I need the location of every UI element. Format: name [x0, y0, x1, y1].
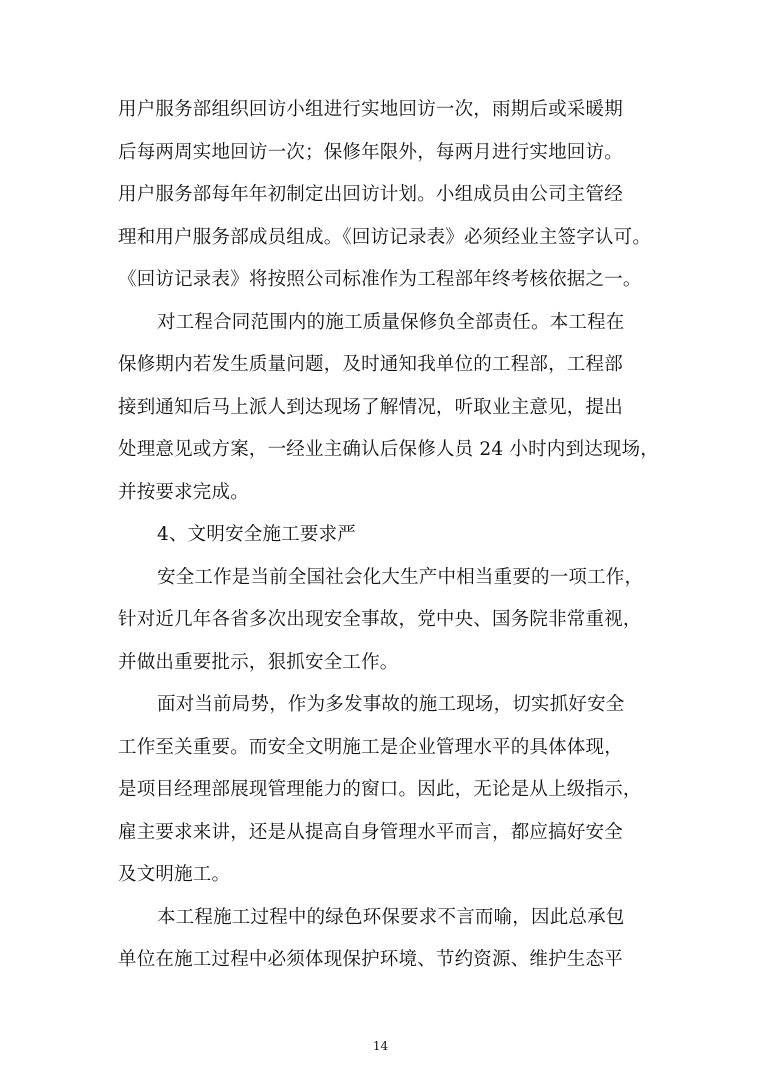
text-line: 处理意见或方案，一经业主确认后保修人员 24 小时内到达现场，: [118, 439, 660, 460]
text-line-indented: 面对当前局势，作为多发事故的施工现场，切实抓好安全: [157, 694, 625, 715]
text-line-indented: 本工程施工过程中的绿色环保要求不言而喻，因此总承包: [157, 907, 625, 928]
text-line: 并按要求完成。: [118, 482, 249, 503]
text-line: 用户服务部组织回访小组进行实地回访一次，雨期后或采暖期: [118, 99, 623, 120]
text-line: 并做出重要批示，狠抓安全工作。: [118, 652, 399, 673]
text-line: 工作至关重要。而安全文明施工是企业管理水平的具体体现，: [118, 737, 623, 758]
text-line: 及文明施工。: [118, 864, 231, 885]
text-line: 理和用户服务部成员组成。《回访记录表》必须经业主签字认可。: [118, 227, 652, 248]
text-line: 是项目经理部展现管理能力的窗口。因此，无论是从上级指示，: [118, 779, 642, 800]
section-heading: 4、文明安全施工要求严: [157, 524, 356, 545]
text-line: 接到通知后马上派人到达现场了解情况，听取业主意见，提出: [118, 397, 623, 418]
text-line-indented: 安全工作是当前全国社会化大生产中相当重要的一项工作，: [157, 567, 644, 588]
text-line: 后每两周实地回访一次；保修年限外，每两月进行实地回访。: [118, 142, 623, 163]
text-line: 雇主要求来讲，还是从提高自身管理水平而言，都应搞好安全: [118, 822, 623, 843]
text-line-indented: 对工程合同范围内的施工质量保修负全部责任。本工程在: [157, 312, 625, 333]
page-number: 14: [372, 1039, 389, 1053]
text-line: 保修期内若发生质量问题，及时通知我单位的工程部，工程部: [118, 354, 623, 375]
text-line: 针对近几年各省多次出现安全事故，党中央、国务院非常重视，: [118, 609, 642, 630]
text-line: 用户服务部每年年初制定出回访计划。小组成员由公司主管经: [118, 184, 623, 205]
text-line: 单位在施工过程中必须体现保护环境、节约资源、维护生态平: [118, 949, 623, 970]
text-line: 《回访记录表》将按照公司标准作为工程部年终考核依据之一。: [118, 269, 642, 290]
